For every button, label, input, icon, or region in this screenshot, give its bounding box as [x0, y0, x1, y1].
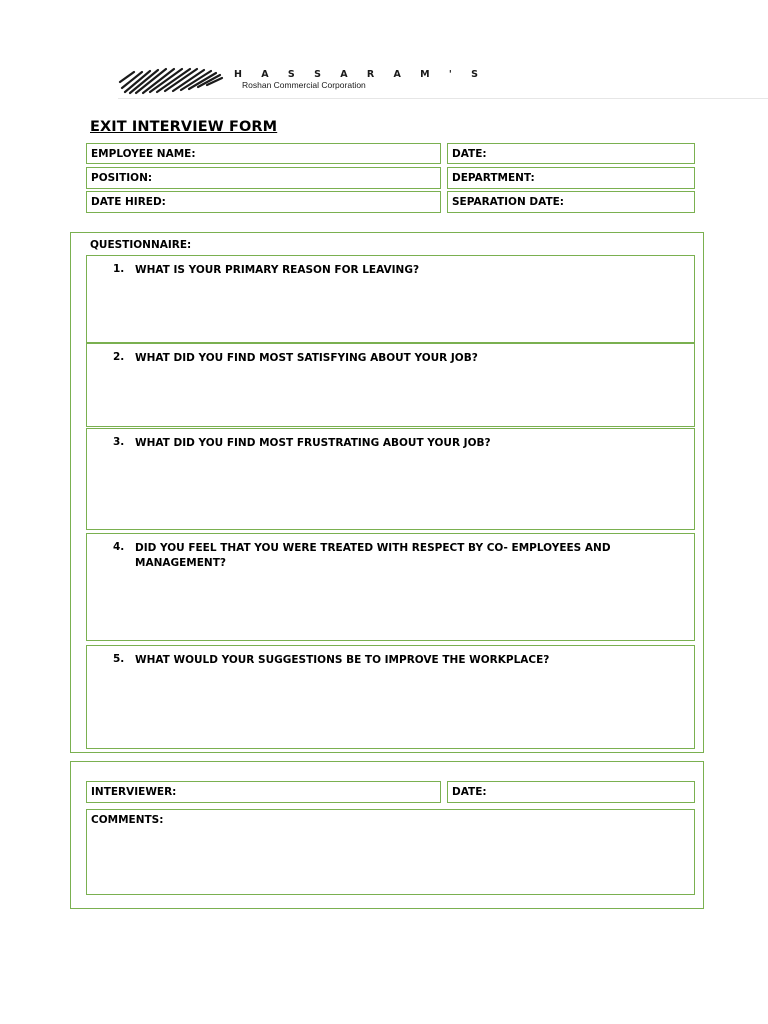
department-field[interactable]: [447, 167, 695, 189]
date-hired-label: DATE HIRED:: [91, 196, 166, 208]
brand-subtitle: Roshan Commercial Corporation: [242, 80, 366, 90]
brand-name: H A S S A R A M ' S: [234, 69, 486, 80]
questionnaire-label: QUESTIONNAIRE:: [90, 239, 192, 251]
comments-field[interactable]: [86, 809, 695, 895]
comments-label: COMMENTS:: [91, 814, 164, 826]
form-title: EXIT INTERVIEW FORM: [90, 119, 278, 135]
question-number: 5.: [113, 653, 125, 665]
position-label: POSITION:: [91, 172, 153, 184]
interviewer-date-label: DATE:: [452, 786, 487, 798]
question-number: 4.: [113, 541, 125, 553]
separation-date-label: SEPARATION DATE:: [452, 196, 564, 208]
header-divider: [118, 98, 768, 99]
position-field[interactable]: [86, 167, 441, 189]
question-text: WHAT IS YOUR PRIMARY REASON FOR LEAVING?: [135, 264, 420, 276]
question-text: WHAT WOULD YOUR SUGGESTIONS BE TO IMPROVE THE WORKPLACE?: [135, 654, 550, 666]
question-number: 2.: [113, 351, 125, 363]
employee-name-label: EMPLOYEE NAME:: [91, 148, 196, 160]
date-field[interactable]: [447, 143, 695, 164]
separation-date-field[interactable]: [447, 191, 695, 213]
question-text: DID YOU FEEL THAT YOU WERE TREATED WITH RESPECT BY CO- EMPLOYEES AND MANAGEMENT?: [135, 542, 611, 569]
question-number: 3.: [113, 436, 125, 448]
question-number: 1.: [113, 263, 125, 275]
question-2-answer-box[interactable]: [86, 343, 695, 427]
employee-name-field[interactable]: [86, 143, 441, 164]
question-3-answer-box[interactable]: [86, 428, 695, 530]
interviewer-label: INTERVIEWER:: [91, 786, 177, 798]
interviewer-field[interactable]: [86, 781, 441, 803]
question-4-answer-box[interactable]: [86, 533, 695, 641]
date-hired-field[interactable]: [86, 191, 441, 213]
company-logo: [116, 64, 226, 96]
question-text: WHAT DID YOU FIND MOST FRUSTRATING ABOUT YOUR JOB?: [135, 437, 491, 449]
question-1-answer-box[interactable]: [86, 255, 695, 343]
question-text: WHAT DID YOU FIND MOST SATISFYING ABOUT YOUR JOB?: [135, 352, 478, 364]
interviewer-date-field[interactable]: [447, 781, 695, 803]
date-label: DATE:: [452, 148, 487, 160]
question-5-answer-box[interactable]: [86, 645, 695, 749]
department-label: DEPARTMENT:: [452, 172, 535, 184]
